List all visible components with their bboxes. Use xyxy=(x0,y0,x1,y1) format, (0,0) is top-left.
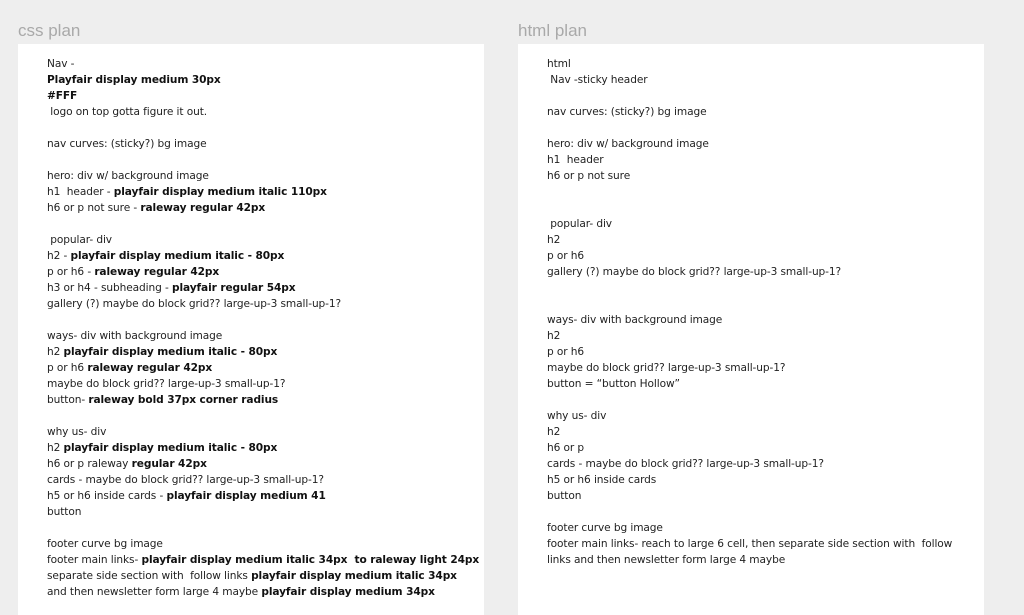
line-text: nav curves: (sticky?) bg image xyxy=(547,106,707,118)
css-plan-line xyxy=(47,120,478,136)
line-text: maybe do block grid?? large-up-3 small-up-1? xyxy=(547,362,786,374)
line-text: h2 xyxy=(547,234,561,246)
css-plan-line xyxy=(47,104,478,120)
css-plan-line xyxy=(47,312,478,328)
css-plan-line xyxy=(47,88,478,104)
line-text: Nav - xyxy=(47,58,75,70)
html-plan-line xyxy=(547,376,978,392)
html-plan-line xyxy=(547,296,978,312)
css-plan-line xyxy=(47,248,478,264)
line-bold-text: raleway regular 42px xyxy=(87,362,213,374)
html-plan-line xyxy=(547,232,978,248)
line-text: h5 or h6 inside cards xyxy=(547,474,657,486)
css-plan-line xyxy=(47,216,478,232)
html-plan-line xyxy=(547,72,978,88)
html-plan-line xyxy=(547,312,978,328)
line-bold-text: playfair display medium 41 xyxy=(166,490,326,502)
css-plan-line xyxy=(47,360,478,376)
line-text: p or h6 xyxy=(547,346,585,358)
css-plan-notes xyxy=(47,56,478,600)
html-plan-line xyxy=(547,56,978,72)
html-plan-line xyxy=(547,200,978,216)
css-plan-line xyxy=(47,520,478,536)
html-plan-line xyxy=(547,184,978,200)
css-plan-line xyxy=(47,168,478,184)
css-plan-line xyxy=(47,296,478,312)
line-text: h6 or p not sure xyxy=(547,170,631,182)
css-plan-line xyxy=(47,376,478,392)
line-text: h6 or p xyxy=(547,442,585,454)
line-bold-text: playfair display medium italic - 80px xyxy=(63,442,278,454)
line-text: h2 xyxy=(47,442,64,454)
html-plan-line xyxy=(547,440,978,456)
line-text: ways- div with background image xyxy=(47,330,223,342)
html-plan-line xyxy=(547,248,978,264)
html-plan-line xyxy=(547,216,978,232)
html-plan-line xyxy=(547,504,978,520)
html-plan-notes xyxy=(547,56,978,568)
line-bold-text: regular 42px xyxy=(131,458,207,470)
line-bold-text: playfair display medium 34px xyxy=(261,586,435,598)
line-text: links and then newsletter form large 4 maybe xyxy=(547,554,786,566)
html-plan-line xyxy=(547,552,978,568)
css-plan-line xyxy=(47,536,478,552)
html-plan-line xyxy=(547,488,978,504)
line-text: footer main links- xyxy=(47,554,142,566)
line-bold-text: raleway bold 37px corner radius xyxy=(88,394,279,406)
css-plan-line xyxy=(47,440,478,456)
html-plan-line xyxy=(547,472,978,488)
line-text: nav curves: (sticky?) bg image xyxy=(47,138,207,150)
line-text: ways- div with background image xyxy=(547,314,723,326)
line-bold-text: playfair display medium italic 34px xyxy=(251,570,457,582)
css-plan-line xyxy=(47,424,478,440)
css-plan-line xyxy=(47,456,478,472)
line-text: button = “button Hollow” xyxy=(547,378,680,390)
html-plan-line xyxy=(547,392,978,408)
line-text: h2 xyxy=(547,426,561,438)
css-plan-line xyxy=(47,504,478,520)
line-text: button- xyxy=(47,394,89,406)
css-plan-line xyxy=(47,328,478,344)
css-plan-line xyxy=(47,488,478,504)
line-text: p or h6 xyxy=(47,362,88,374)
html-plan-line xyxy=(547,136,978,152)
css-plan-line xyxy=(47,200,478,216)
line-bold-text: playfair display medium italic - 80px xyxy=(63,346,278,358)
line-text: gallery (?) maybe do block grid?? large-up-3 small-up-1? xyxy=(47,298,342,310)
line-text: separate side section with follow links xyxy=(47,570,252,582)
line-text: cards - maybe do block grid?? large-up-3 small-up-1? xyxy=(547,458,824,470)
line-text: cards - maybe do block grid?? large-up-3 small-up-1? xyxy=(47,474,324,486)
line-text: maybe do block grid?? large-up-3 small-up-1? xyxy=(47,378,286,390)
css-plan-line xyxy=(47,552,478,568)
html-plan-line xyxy=(547,328,978,344)
html-plan-title: html plan xyxy=(518,21,587,40)
css-plan-line xyxy=(47,264,478,280)
html-plan-line xyxy=(547,88,978,104)
html-plan-line xyxy=(547,360,978,376)
css-plan-line xyxy=(47,472,478,488)
html-plan-line xyxy=(547,264,978,280)
html-plan-line xyxy=(547,520,978,536)
html-plan-line xyxy=(547,408,978,424)
css-plan-line xyxy=(47,584,478,600)
line-text: footer main links- reach to large 6 cell, then separate side section with follow xyxy=(547,538,953,550)
css-plan-line xyxy=(47,232,478,248)
line-text: h2 - xyxy=(47,250,71,262)
line-bold-text: playfair display medium italic 110px xyxy=(113,186,327,198)
line-bold-text: playfair regular 54px xyxy=(171,282,296,294)
line-bold-text: playfair display medium italic - 80px xyxy=(70,250,285,262)
line-bold-text: raleway regular 42px xyxy=(94,266,220,278)
css-plan-line xyxy=(47,344,478,360)
line-text: h1 header - xyxy=(47,186,114,198)
line-text: h3 or h4 - subheading - xyxy=(47,282,172,294)
html-plan-line xyxy=(547,344,978,360)
css-plan-line xyxy=(47,56,478,72)
line-text: p or h6 xyxy=(547,250,585,262)
line-text: Nav -sticky header xyxy=(547,74,648,86)
html-plan-frame[interactable] xyxy=(518,44,984,615)
line-text: logo on top gotta figure it out. xyxy=(47,106,208,118)
html-plan-line xyxy=(547,104,978,120)
line-text: button xyxy=(47,506,82,518)
css-plan-line xyxy=(47,72,478,88)
html-plan-line xyxy=(547,120,978,136)
css-plan-line xyxy=(47,568,478,584)
css-plan-frame[interactable] xyxy=(18,44,484,615)
css-plan-line xyxy=(47,184,478,200)
html-plan-line xyxy=(547,280,978,296)
css-plan-line xyxy=(47,408,478,424)
line-bold-text: raleway regular 42px xyxy=(140,202,266,214)
line-text: gallery (?) maybe do block grid?? large-up-3 small-up-1? xyxy=(547,266,842,278)
html-plan-line xyxy=(547,456,978,472)
line-text: footer curve bg image xyxy=(47,538,163,550)
css-plan-title: css plan xyxy=(18,21,81,40)
line-text: popular- div xyxy=(547,218,612,230)
line-bold-text: #FFF xyxy=(47,90,78,102)
html-plan-line xyxy=(547,536,978,552)
line-bold-text: playfair display medium italic 34px to raleway light 24px xyxy=(141,554,480,566)
line-text: p or h6 - xyxy=(47,266,95,278)
line-text: button xyxy=(547,490,582,502)
line-text: h2 xyxy=(47,346,64,358)
line-text: and then newsletter form large 4 maybe xyxy=(47,586,262,598)
line-text: hero: div w/ background image xyxy=(47,170,209,182)
line-text: h1 header xyxy=(547,154,604,166)
html-plan-line xyxy=(547,168,978,184)
css-plan-line xyxy=(47,136,478,152)
html-plan-line xyxy=(547,424,978,440)
line-text: hero: div w/ background image xyxy=(547,138,709,150)
line-text: why us- div xyxy=(47,426,107,438)
line-bold-text: Playfair display medium 30px xyxy=(47,74,221,86)
css-plan-line xyxy=(47,152,478,168)
css-plan-line xyxy=(47,280,478,296)
line-text: popular- div xyxy=(47,234,112,246)
line-text: why us- div xyxy=(547,410,607,422)
line-text: h5 or h6 inside cards - xyxy=(47,490,167,502)
line-text: h2 xyxy=(547,330,561,342)
line-text: h6 or p raleway xyxy=(47,458,132,470)
line-text: html xyxy=(547,58,571,70)
line-text: h6 or p not sure - xyxy=(47,202,141,214)
css-plan-line xyxy=(47,392,478,408)
html-plan-line xyxy=(547,152,978,168)
line-text: footer curve bg image xyxy=(547,522,663,534)
